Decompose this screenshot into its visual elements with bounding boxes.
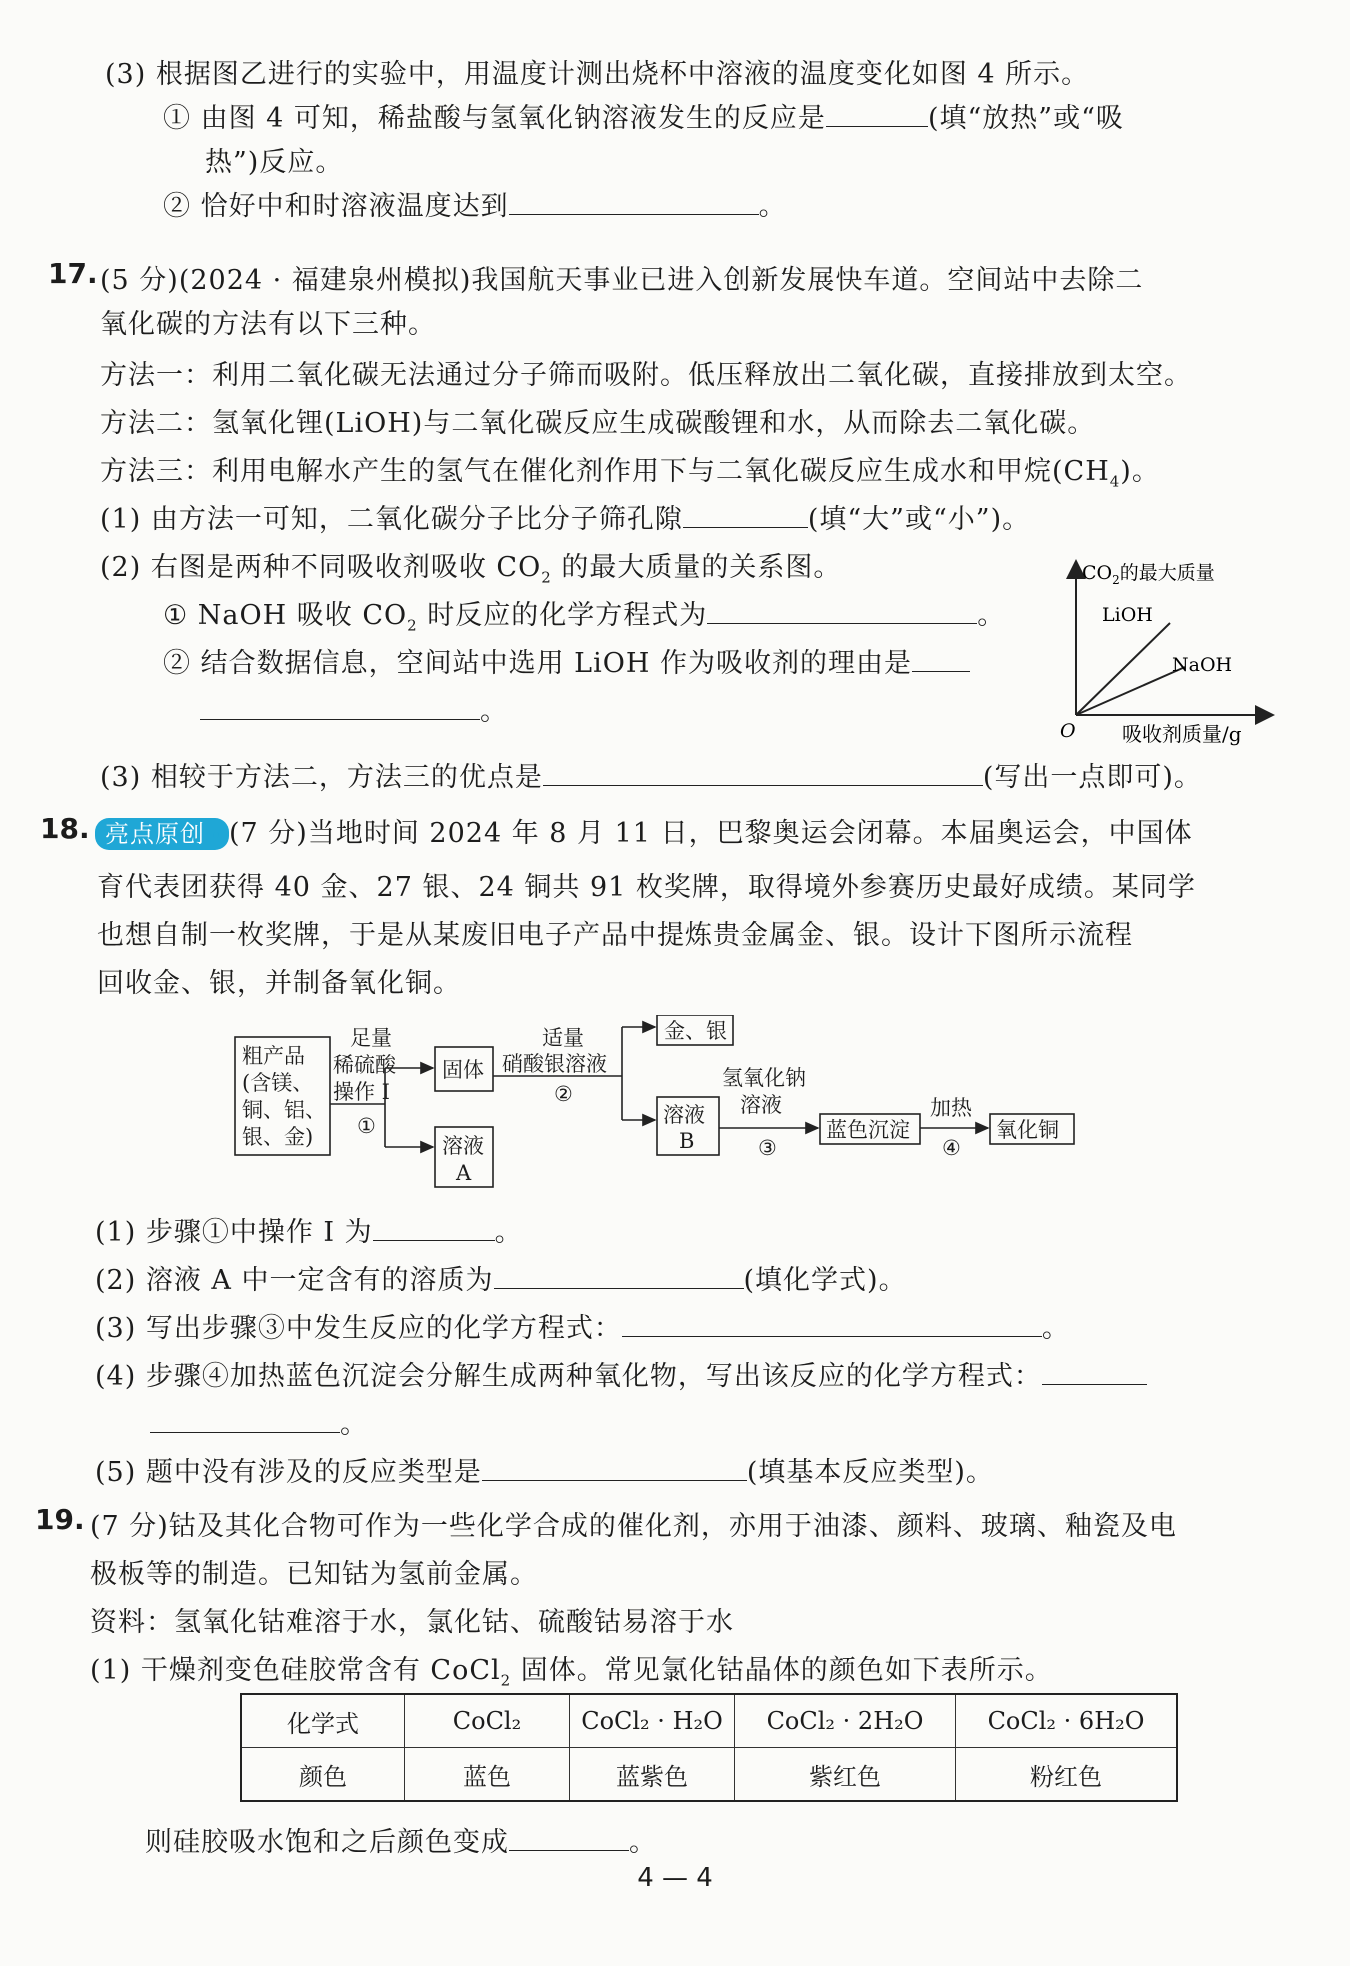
flow-text: 溶液 <box>740 1093 782 1117</box>
flow-text: 氢氧化钠 <box>722 1066 806 1090</box>
q18-intro-4: 回收金、银，并制备氧化铜。 <box>97 968 461 999</box>
table-header-formula: 化学式 <box>241 1694 405 1748</box>
table-cell: CoCl₂ <box>405 1694 570 1748</box>
q18-intro: 亮点原创 (7 分)当地时间 2024 年 8 月 11 日，巴黎奥运会闭幕。本届奥运会，中国体 <box>95 811 1193 850</box>
q18-part2: (2) 溶液 A 中一定含有的溶质为 (填化学式)。 <box>95 1265 907 1296</box>
flow-text: B <box>679 1129 695 1153</box>
table-cell: 蓝色 <box>405 1748 570 1802</box>
answer-blank[interactable] <box>683 503 808 528</box>
q18-intro-3: 也想自制一枚奖牌，于是从某废旧电子产品中提炼贵金属金、银。设计下图所示流程 <box>97 920 1133 951</box>
flow-text: 稀硫酸 <box>333 1053 396 1077</box>
flow-text: 溶液 <box>663 1103 705 1127</box>
q18-part4-cont: 。 <box>150 1402 368 1441</box>
answer-blank[interactable] <box>509 1826 629 1851</box>
flow-step-3: ③ <box>758 1136 777 1160</box>
table-row <box>241 1748 1177 1802</box>
flow-text: 银、金) <box>242 1125 314 1149</box>
table-cell: 粉红色 <box>956 1748 1178 1802</box>
flow-text: A <box>456 1161 472 1185</box>
original-badge: 亮点原创 <box>95 818 229 850</box>
q16-part3-2: ② 恰好中和时溶液温度达到 。 <box>163 191 787 222</box>
graph-line-lioh <box>1076 623 1170 715</box>
q17-part2-2: ② 结合数据信息，空间站中选用 LiOH 作为吸收剂的理由是 <box>163 641 970 680</box>
graph-x-label: 吸收剂质量/g <box>1122 722 1242 746</box>
flow-text: 固体 <box>442 1058 484 1082</box>
flow-step-2: ② <box>554 1082 573 1106</box>
page-number: 4 — 4 <box>637 1863 713 1893</box>
q18-part5: (5) 题中没有涉及的反应类型是 (填基本反应类型)。 <box>95 1457 994 1488</box>
q16-part3-1-cont: 热”)反应。 <box>205 147 344 178</box>
q17-part2: (2) 右图是两种不同吸收剂吸收 $CO_2$ 的最大质量的关系图。 <box>100 552 842 587</box>
flow-text: 氧化铜 <box>996 1118 1059 1142</box>
answer-blank[interactable] <box>912 647 970 672</box>
graph-origin: O <box>1060 720 1076 742</box>
table-cell: CoCl₂ · 2H₂O <box>735 1694 956 1748</box>
q17-part2-2-cont: 。 <box>200 689 508 728</box>
answer-blank[interactable] <box>543 761 983 786</box>
answer-blank[interactable] <box>150 1408 340 1433</box>
q16-part3-1: ① 由图 4 可知，稀盐酸与氢氧化钠溶液发生的反应是 (填“放热”或“吸 <box>163 103 1124 134</box>
q17-intro-cont: 氧化碳的方法有以下三种。 <box>100 309 436 340</box>
flow-text: 适量 <box>542 1026 584 1050</box>
q17-part2-1: ① NaOH 吸收 $CO_2$ 时反应的化学方程式为 。 <box>163 600 1006 635</box>
flow-text: (含镁、 <box>242 1071 314 1095</box>
flow-text: 粗产品 <box>242 1044 305 1068</box>
answer-blank[interactable] <box>494 1264 744 1289</box>
graph-y-label: $CO_2$的最大质量 <box>1082 562 1215 587</box>
answer-blank[interactable] <box>707 599 977 624</box>
table-header-color: 颜色 <box>241 1748 405 1802</box>
table-row <box>241 1694 1177 1748</box>
answer-blank[interactable] <box>200 695 480 720</box>
table-cell: CoCl₂ · H₂O <box>570 1694 735 1748</box>
q16-part3: (3) 根据图乙进行的实验中，用温度计测出烧杯中溶液的温度变化如图 4 所示。 <box>105 59 1090 90</box>
question-number-18: 18. <box>40 812 90 845</box>
answer-blank[interactable] <box>622 1312 1042 1337</box>
q17-method2: 方法二：氢氧化锂(LiOH)与二氧化碳反应生成碳酸锂和水，从而除去二氧化碳。 <box>100 408 1096 439</box>
q18-part1: (1) 步骤①中操作 I 为 。 <box>95 1217 523 1248</box>
question-number-17: 17. <box>48 257 98 290</box>
flow-text: 加热 <box>930 1096 972 1120</box>
q19-intro: (7 分)钴及其化合物可作为一些化学合成的催化剂，亦用于油漆、颜料、玻璃、釉瓷及电 <box>90 1511 1177 1542</box>
flow-text: 溶液 <box>442 1134 484 1158</box>
q19-part1: (1) 干燥剂变色硅胶常含有 CoCl$_2$ 固体。常见氯化钴晶体的颜色如下表所示。 <box>90 1655 1053 1690</box>
flow-text: 硝酸银溶液 <box>502 1052 607 1076</box>
table-cell: 蓝紫色 <box>570 1748 735 1802</box>
flow-text: 足量 <box>350 1026 392 1050</box>
answer-blank[interactable] <box>1042 1360 1147 1385</box>
q17-part3: (3) 相较于方法二，方法三的优点是 (写出一点即可)。 <box>100 762 1202 793</box>
flow-text: 金、银 <box>664 1019 727 1043</box>
graph-label-naoh: NaOH <box>1172 654 1233 676</box>
q19-info: 资料：氢氧化钴难溶于水，氯化钴、硫酸钴易溶于水 <box>90 1607 734 1638</box>
q18-part3: (3) 写出步骤③中发生反应的化学方程式： 。 <box>95 1313 1070 1344</box>
q19-part1-question: 则硅胶吸水饱和之后颜色变成 。 <box>145 1827 657 1858</box>
q18-part4: (4) 步骤④加热蓝色沉淀会分解生成两种氧化物，写出该反应的化学方程式： <box>95 1354 1147 1393</box>
q17-intro: (5 分)(2024 · 福建泉州模拟)我国航天事业已进入创新发展快车道。空间站中去除二 <box>100 265 1144 296</box>
table-cell: 紫红色 <box>735 1748 956 1802</box>
answer-blank[interactable] <box>826 102 928 127</box>
recovery-flowchart <box>230 1015 1080 1195</box>
q17-method3: 方法三：利用电解水产生的氢气在催化剂作用下与二氧化碳反应生成水和甲烷$(CH_4)$。 <box>100 456 1160 491</box>
answer-blank[interactable] <box>509 190 759 215</box>
graph-line-naoh <box>1076 667 1185 715</box>
question-number-19: 19. <box>35 1503 85 1536</box>
q19-intro-cont: 极板等的制造。已知钴为氢前金属。 <box>90 1559 538 1590</box>
flow-text: 蓝色沉淀 <box>826 1118 910 1142</box>
flow-step-1: ① <box>357 1114 376 1138</box>
answer-blank[interactable] <box>482 1456 747 1481</box>
q18-intro-2: 育代表团获得 40 金、27 银、24 铜共 91 枚奖牌，取得境外参赛历史最好成绩。某同学 <box>97 872 1196 903</box>
flow-text: 铜、铝、 <box>242 1098 326 1122</box>
graph-label-lioh: LiOH <box>1102 604 1153 626</box>
flow-text: 操作 I <box>333 1080 390 1104</box>
answer-blank[interactable] <box>373 1216 495 1241</box>
q17-part1: (1) 由方法一可知，二氧化碳分子比分子筛孔隙 (填“大”或“小”)。 <box>100 504 1031 535</box>
flow-step-4: ④ <box>942 1136 961 1160</box>
q17-method1: 方法一：利用二氧化碳无法通过分子筛而吸附。低压释放出二氧化碳，直接排放到太空。 <box>100 360 1192 391</box>
table-cell: CoCl₂ · 6H₂O <box>956 1694 1178 1748</box>
cobalt-chloride-color-table <box>240 1693 1178 1802</box>
co2-absorption-graph <box>1040 555 1280 755</box>
